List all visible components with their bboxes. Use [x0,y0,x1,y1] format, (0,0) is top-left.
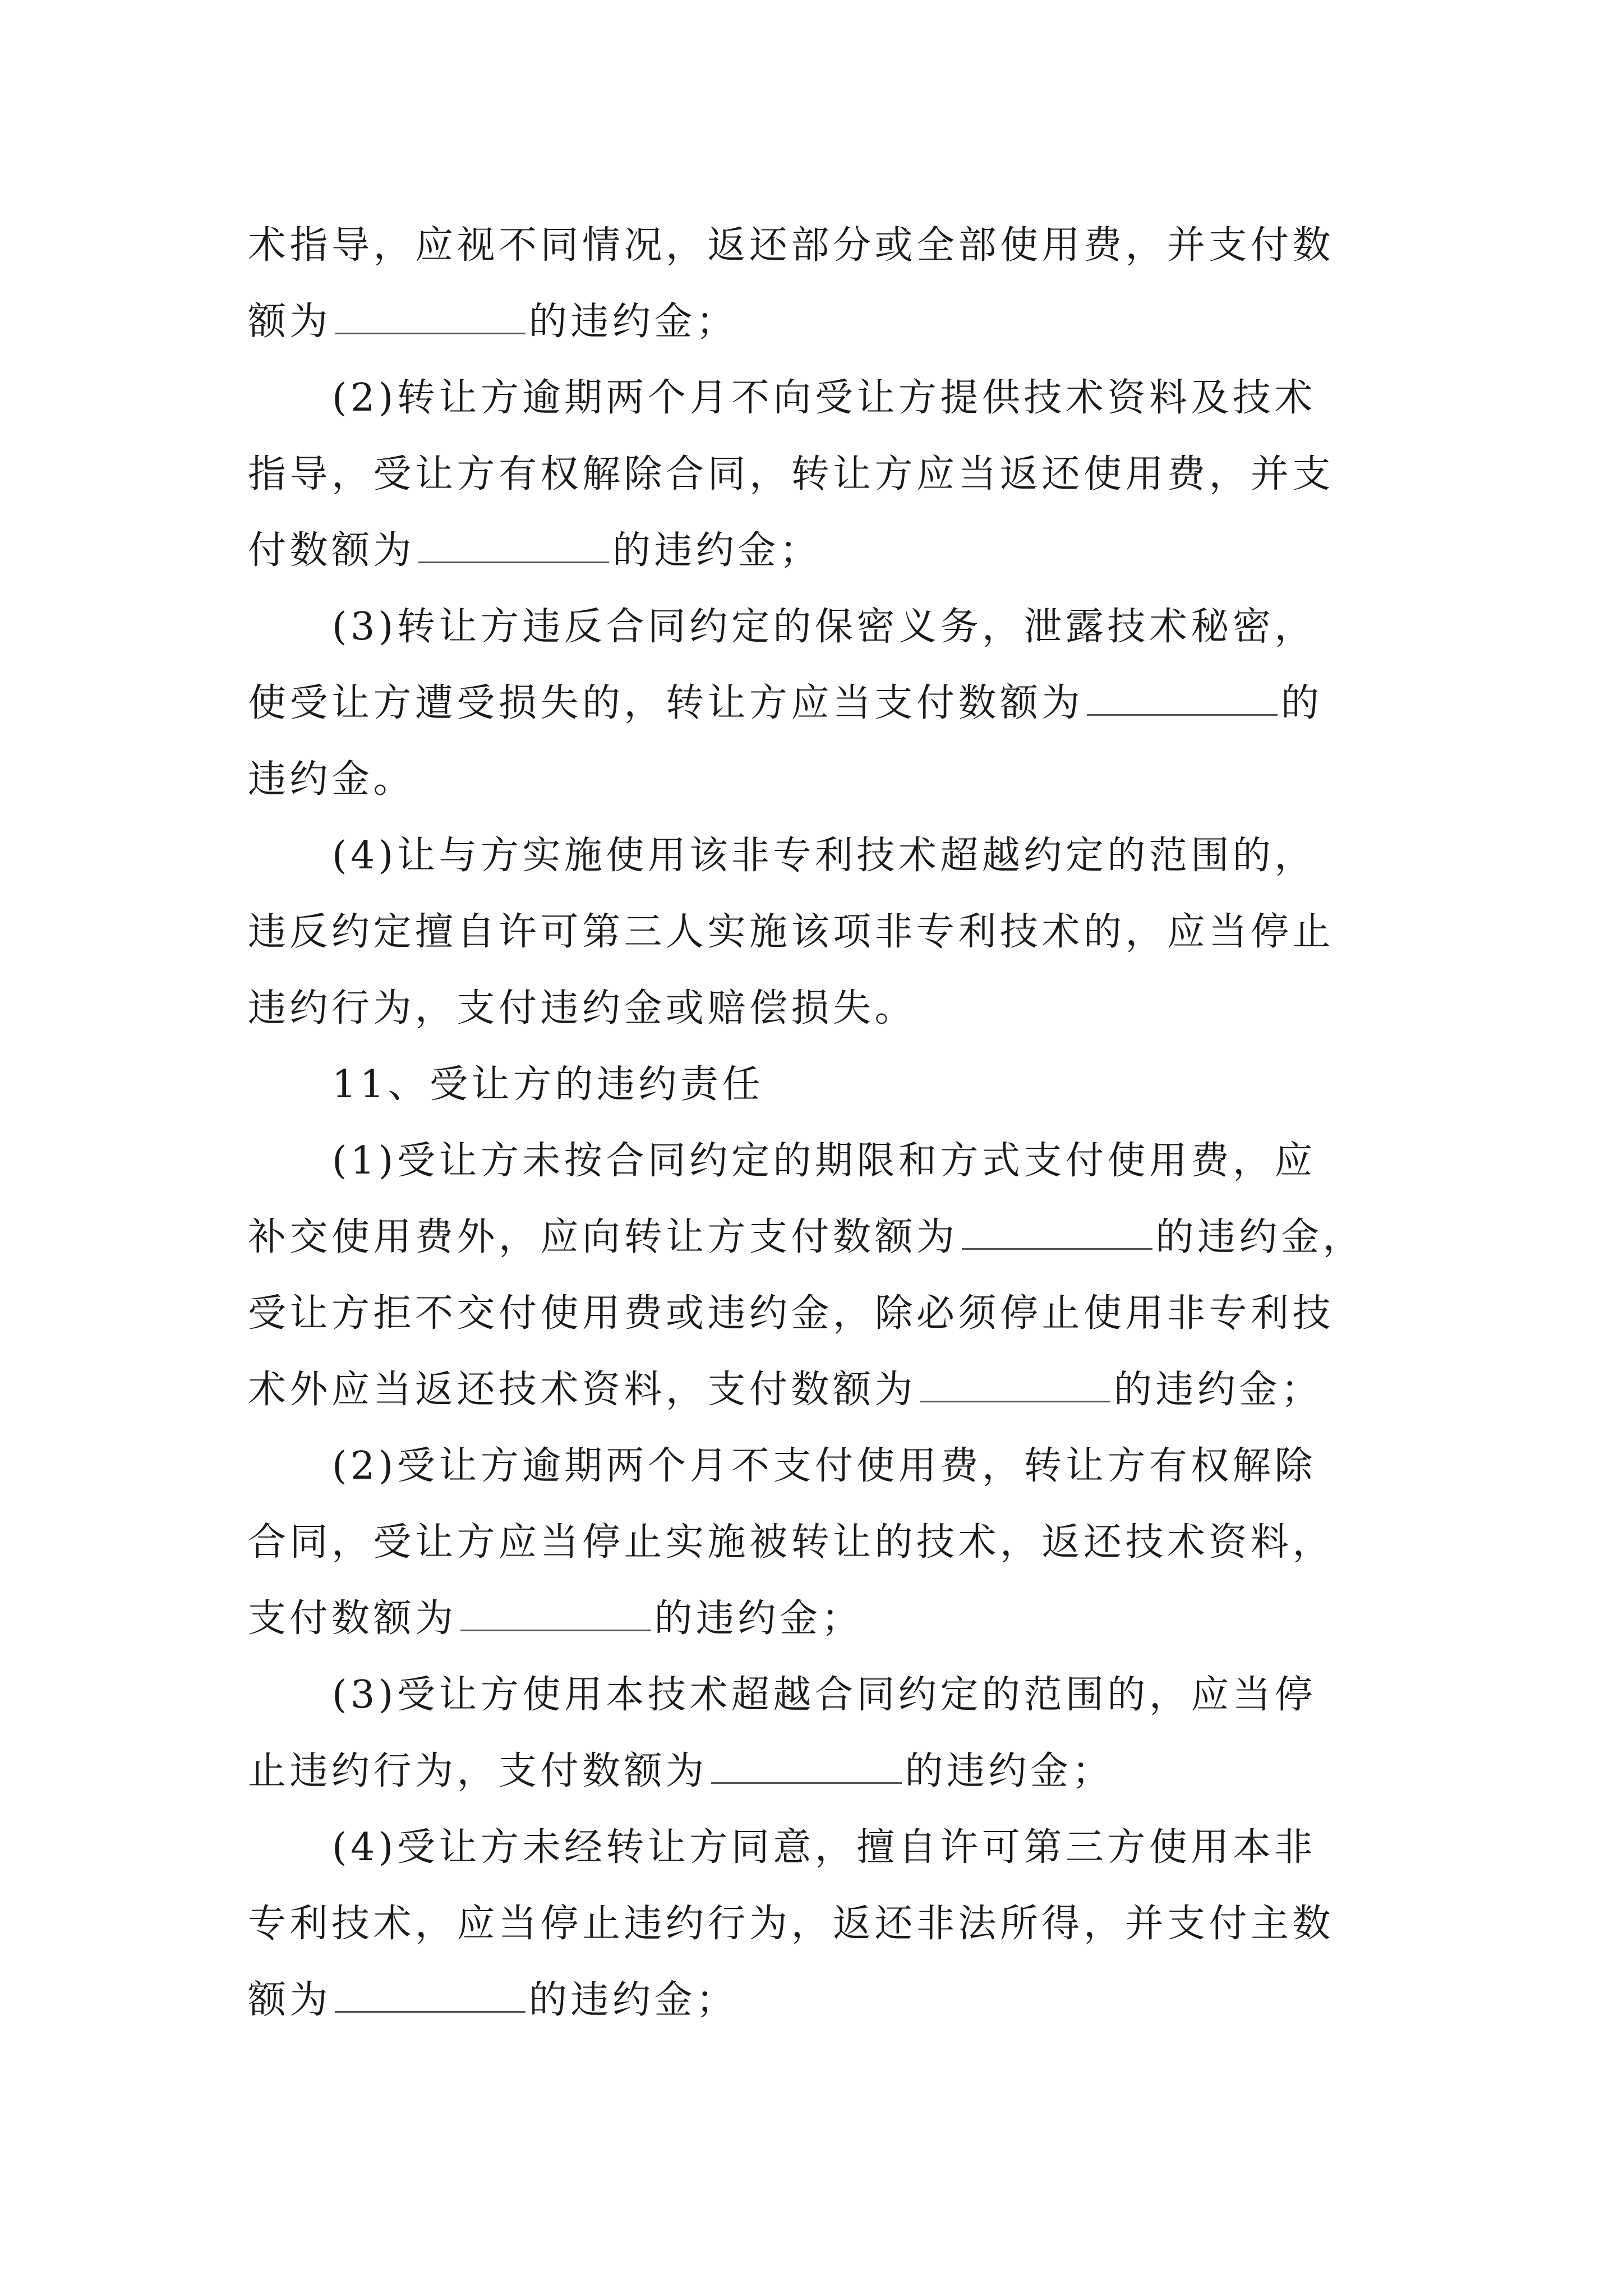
text-line [248,970,1375,1047]
line-text: (1)受让方未按合同约定的期限和方式支付使用费，应 [332,1139,1316,1183]
line-text: (3)转让方违反合同约定的保密义务，泄露技术秘密， [332,605,1316,649]
fill-in-blank [335,299,525,334]
line-text: 支付数额为 [248,1596,457,1641]
line-text: 额为 [248,1978,332,2022]
text-line [248,1047,1375,1123]
line-text-after: 的违约金； [612,528,822,573]
line-text: (4)受让方未经转让方同意，擅自许可第三方使用本非 [332,1825,1316,1870]
line-text: 指导，受让方有权解除合同，转让方应当返还使用费，并支 [248,452,1335,496]
line-text: 违约行为，支付违约金或赔偿损失。 [248,986,917,1030]
document-page [248,208,1375,2039]
line-text: 付数额为 [248,528,416,573]
fill-in-blank [1087,680,1278,716]
line-text: 补交使用费外，应向转让方支付数额为 [248,1215,958,1259]
text-line [248,360,1375,436]
text-line [248,1886,1375,1962]
fill-in-blank [418,528,609,563]
text-line [248,513,1375,589]
text-line [248,208,1375,284]
line-text: (2)转让方逾期两个月不向受让方提供技术资料及技术 [332,376,1316,420]
line-text-after: 的违约金， [1155,1215,1365,1259]
line-text: 专利技术，应当停止违约行为，返还非法所得，并支付主数 [248,1902,1335,1946]
text-line [248,742,1375,818]
text-line [248,1428,1375,1504]
fill-in-blank [920,1367,1110,1402]
line-text-after: 的违约金； [529,300,738,344]
fill-in-blank [711,1749,902,1784]
text-line [248,1962,1375,2039]
line-text-after: 的违约金； [905,1749,1114,1793]
line-text-after: 的 [1281,681,1323,725]
line-text: 受让方拒不交付使用费或违约金，除必须停止使用非专利技 [248,1291,1335,1336]
line-text: 合同，受让方应当停止实施被转让的技术，返还技术资料， [248,1520,1335,1565]
text-line [248,1657,1375,1733]
line-text: (3)受让方使用本技术超越合同约定的范围的，应当停 [332,1673,1316,1717]
line-text: 术指导，应视不同情况，返还部分或全部使用费，并支付数 [248,223,1335,268]
fill-in-blank [460,1596,651,1631]
line-text: (2)受让方逾期两个月不支付使用费，转让方有权解除 [332,1444,1316,1488]
line-text: (4)让与方实施使用该非专利技术超越约定的范围的， [332,834,1316,878]
text-line [248,894,1375,970]
text-line [248,1810,1375,1886]
text-line [248,284,1375,360]
text-line [248,1199,1375,1276]
text-line [248,1352,1375,1428]
line-text: 额为 [248,300,332,344]
text-line [248,1504,1375,1581]
text-line [248,589,1375,665]
text-line [248,1733,1375,1810]
line-text: 使受让方遭受损失的，转让方应当支付数额为 [248,681,1084,725]
line-text: 术外应当返还技术资料，支付数额为 [248,1368,917,1412]
line-text-after: 的违约金； [529,1978,738,2022]
line-text-after: 的违约金； [654,1596,864,1641]
text-line [248,818,1375,894]
line-text: 止违约行为，支付数额为 [248,1749,708,1793]
fill-in-blank [335,1977,525,2013]
line-text: 11、受让方的违约责任 [332,1062,764,1107]
text-line [248,1123,1375,1199]
text-line [248,1276,1375,1352]
text-line [248,436,1375,513]
fill-in-blank [962,1214,1152,1250]
line-text-after: 的违约金； [1114,1368,1323,1412]
text-line [248,665,1375,742]
text-line [248,1581,1375,1657]
line-text: 违反约定擅自许可第三人实施该项非专利技术的，应当停止 [248,910,1335,954]
line-text: 违约金。 [248,757,416,802]
